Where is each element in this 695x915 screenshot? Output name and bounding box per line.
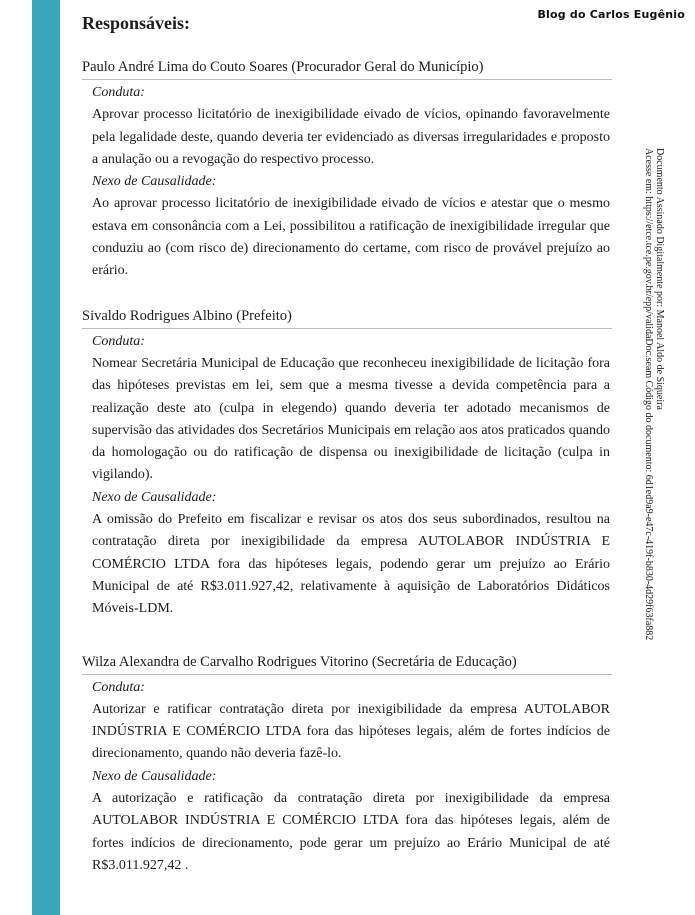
spacer	[82, 283, 614, 307]
conduta-text: Nomear Secretária Municipal de Educação que reconheceu inexigibilidade de licitação fora das hipóteses previstas em lei, sem que a mesma tivesse a devida competência para a realização deste ato (culpa in elegendo) quando deveria ter adotado mecanismos de supervisão das atividades dos Secretários Municipais em relação aos atos praticados quando da homologação ou do ratificação de dispensa ou inexigibilidade de licitação (culpa in vigilando).	[92, 355, 610, 483]
blog-watermark: Blog do Carlos Eugênio	[537, 8, 685, 21]
conduta-label: Conduta:	[92, 333, 145, 349]
conduta-text: Aprovar processo licitatório de inexigibilidade eivado de vícios, opinando favoravelmente pela legalidade deste, quando deveria ter evidenciado as diversas irregularidades e proposto a anulação ou a revogação do respectivo processo.	[92, 107, 610, 167]
signature-line-signer: Documento Assinado Digitalmente por: Manoel Aldo de Siqueira	[654, 148, 665, 410]
nexo-text: Ao aprovar processo licitatório de inexigibilidade eivado de vícios e atestar que o mesmo estava em consonância com a Lei, possibilitou a ratificação de inexigibilidade irregular que conduziu ao (com risco de) direcionamento do certame, com risco de provável prejuízo ao erário.	[92, 196, 610, 279]
responsavel-block	[82, 307, 614, 621]
responsavel-block	[82, 653, 614, 878]
responsavel-name: Wilza Alexandra de Carvalho Rodrigues Vitorino (Secretária de Educação)	[82, 653, 612, 675]
section-heading: Responsáveis:	[82, 13, 191, 33]
responsavel-details	[82, 82, 614, 283]
nexo-label: Nexo de Causalidade:	[92, 489, 217, 505]
responsavel-details	[82, 677, 614, 878]
document-body	[82, 12, 614, 877]
decorative-side-band	[32, 0, 60, 915]
responsavel-details	[82, 331, 614, 621]
signature-line-access: Acesse em: https://etce.tce.pe.gov.br/epp/validaDoc.seam Código do documento: 6d1ed9a9-e47c-419f-b830-4d29f63fa882	[643, 148, 654, 641]
conduta-label: Conduta:	[92, 85, 145, 100]
responsavel-name: Sivaldo Rodrigues Albino (Prefeito)	[82, 307, 612, 329]
conduta-label: Conduta:	[92, 679, 145, 695]
nexo-text: A omissão do Prefeito em fiscalizar e revisar os atos dos seus subordinados, resultou na contratação direta por inexigibilidade da empresa AUTOLABOR INDÚSTRIA E COMÉRCIO LTDA fora das hipóteses legais, podendo gerar um prejuízo ao Erário Municipal de até R$3.011.927,42, relativamente à aquisição de Laboratórios Didáticos Móveis-LDM.	[92, 512, 610, 617]
spacer	[82, 621, 614, 653]
nexo-text: A autorização e ratificação da contratação direta por inexigibilidade da empresa AUTOLABOR INDÚSTRIA E COMÉRCIO LTDA fora das hipóteses legais, além de fortes indícios de direcionamento, pode gerar um prejuízo ao Erário Municipal de até R$3.011.927,42 .	[92, 791, 610, 873]
nexo-label: Nexo de Causalidade:	[92, 174, 217, 190]
nexo-label: Nexo de Causalidade:	[92, 768, 217, 784]
responsavel-name: Paulo André Lima do Couto Soares (Procurador Geral do Município)	[82, 58, 612, 80]
conduta-text: Autorizar e ratificar contratação direta por inexigibilidade da empresa AUTOLABOR INDÚSTRIA E COMÉRCIO LTDA fora das hipóteses legais, além de fortes indícios de direcionamento, quando não deveria fazê-lo.	[92, 701, 610, 762]
digital-signature-note	[643, 148, 665, 640]
responsavel-block	[82, 58, 614, 283]
